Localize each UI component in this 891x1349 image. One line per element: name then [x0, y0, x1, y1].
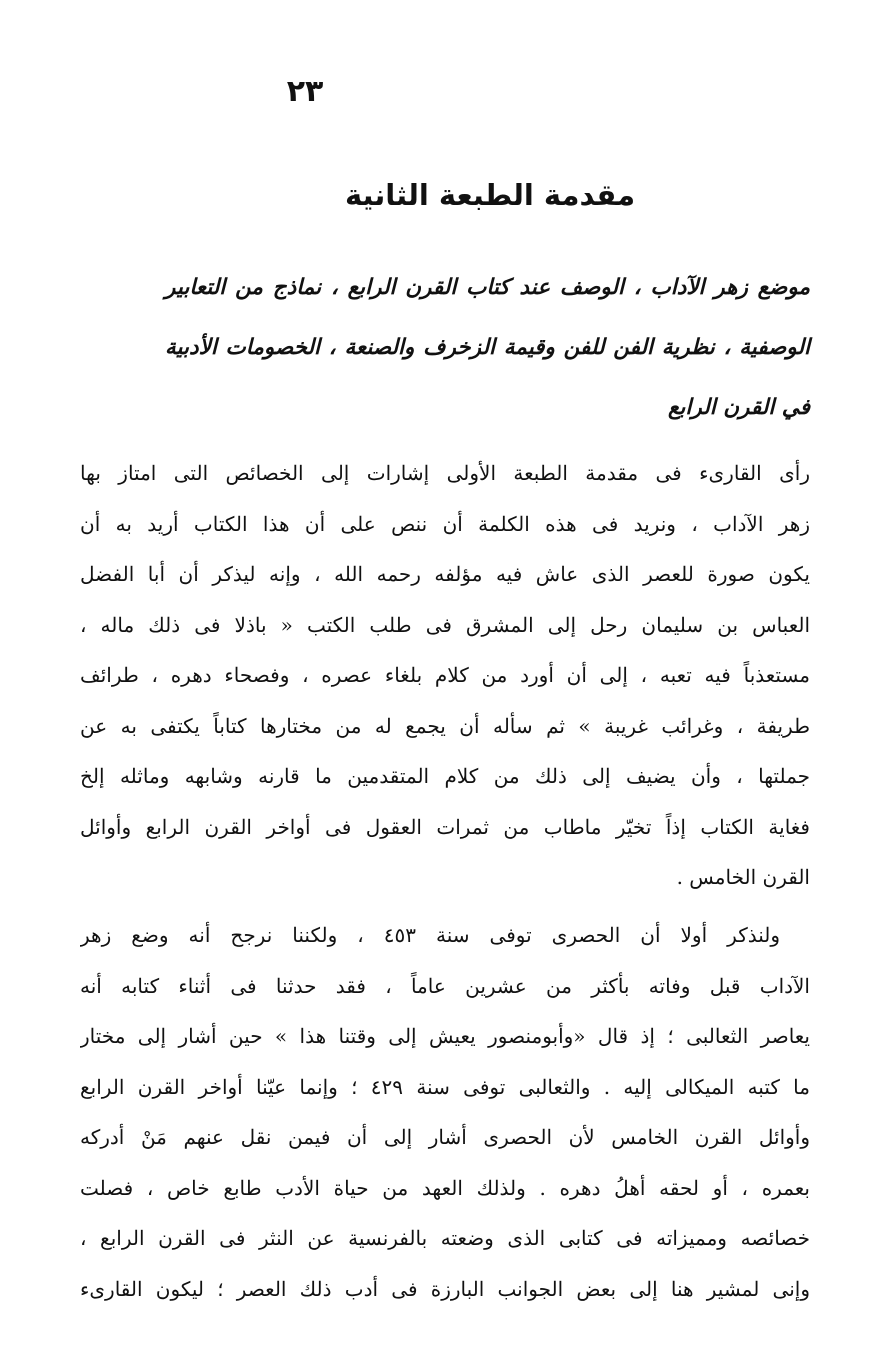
text-line: فغاية الكتاب إذاً تخيّر ماطاب من ثمرات العقول فى أواخر القرن الرابع وأوائل [80, 814, 810, 839]
text-line: وأوائل القرن الخامس لأن الحصرى أشار إلى أن فيمن نقل عنهم مَنْ أدركه [80, 1125, 810, 1149]
text-line: يعاصر الثعالبى ؛ إذ قال «وأبومنصور يعيش إلى وقتنا هذا » حين أشار إلى مختار [80, 1024, 810, 1048]
page-title: مقدمة الطبعة الثانية [344, 178, 636, 212]
text-line: ولنذكر أولا أن الحصرى توفى سنة ٤٥٣ ، ولكننا نرجح أنه وضع زهر [80, 923, 781, 947]
text-line: بعمره ، أو لحقه أهلُ دهره . ولذلك العهد من حياة الأدب طابع خاص ، فصلت [80, 1175, 810, 1200]
chapter-summary: موضع زهر الآداب ، الوصف عند كتاب القرن الرابع ، نماذج من التعابير الوصفية ، نظرية الفن للفن وقيمة الزخرف والصنعة ، الخصومات الأدبية في القرن الرابع [165, 275, 810, 420]
body-paragraph [80, 910, 810, 1314]
text-line: خصائصه ومميزاته فى كتابى الذى وضعته بالفرنسية عن النثر فى القرن الرابع ، [80, 1226, 810, 1250]
text-line: جملتها ، وأن يضيف إلى ذلك من كلام المتقدمين ما قارنه وشابهه وماثله إلخ [80, 764, 810, 788]
text-line: يكون صورة للعصر الذى عاش فيه مؤلفه رحمه الله ، وإنه ليذكر أن أبا الفضل [80, 562, 810, 586]
text-line: ما كتبه الميكالى إليه . والثعالبى توفى سنة ٤٢٩ ؛ وإنما عيّنا أواخر القرن الرابع [80, 1074, 810, 1099]
text-line: رأى القارىء فى مقدمة الطبعة الأولى إشارات إلى الخصائص التى امتاز بها [80, 461, 810, 485]
text-line: العباس بن سليمان رحل إلى المشرق فى طلب الكتب « باذلا فى ذلك ماله ، [80, 612, 810, 637]
text-line: طريفة ، وغرائب غريبة » ثم سأله أن يجمع له من مختارها كتاباً يكتفى به عن [80, 713, 810, 738]
text-line: القرن الخامس . [676, 865, 810, 889]
text-line: الآداب قبل وفاته بأكثر من عشرين عاماً ، فقد حدثنا فى أثناء كتابه أنه [80, 973, 810, 998]
text-line: زهر الآداب ، ونريد فى هذه الكلمة أن ننص على أن هذا الكتاب أريد به أن [80, 511, 810, 536]
body-paragraph [80, 448, 810, 903]
text-line: مستعذباً فيه تعبه ، إلى أن أورد من كلام بلغاء عصره ، وفصحاء دهره ، طرائف [80, 663, 810, 687]
text-line: وإنى لمشير هنا إلى بعض الجوانب البارزة فى أدب ذلك العصر ؛ ليكون القارىء [80, 1276, 810, 1301]
page-number: ٢٣ [286, 74, 324, 109]
